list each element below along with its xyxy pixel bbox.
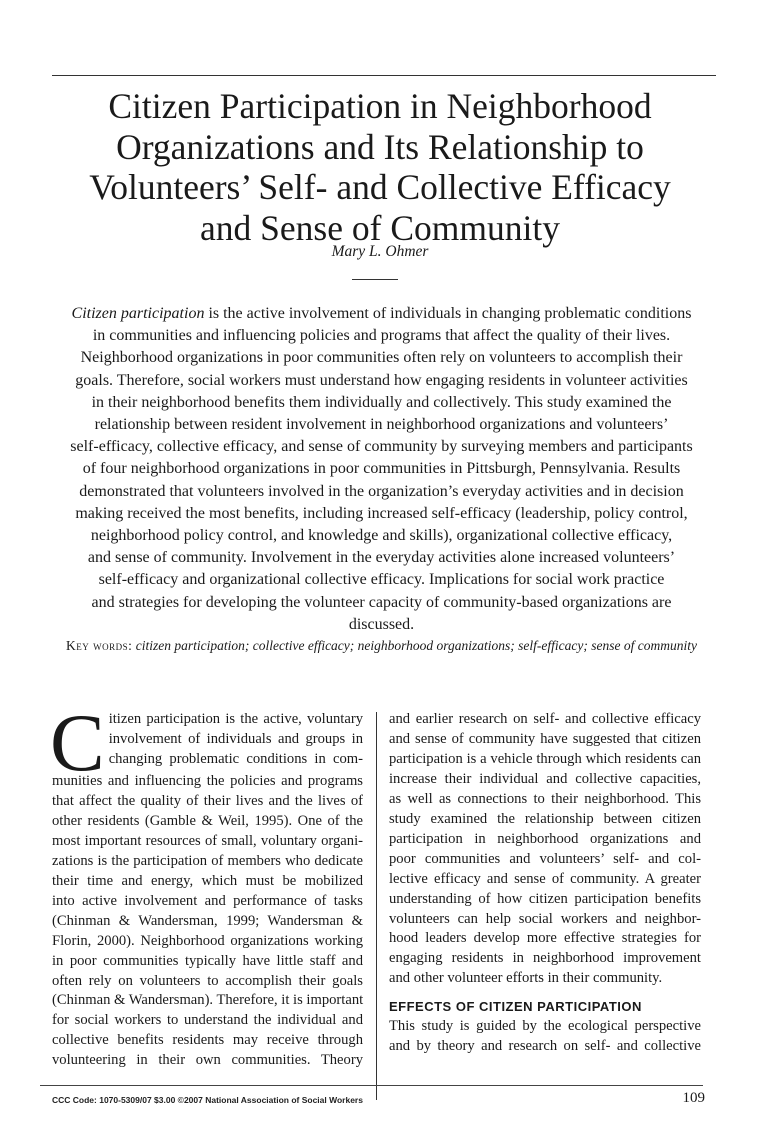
- body-line: often rely on volunteers to accomplish their goals: [52, 972, 363, 989]
- abstract-line: of four neighborhood organizations in poor communities in Pittsburgh, Pennsylvania. Results: [82, 460, 681, 478]
- top-rule: [52, 75, 716, 76]
- body-line: and by theory and research on self- and collective: [389, 1038, 701, 1055]
- body-line: volunteering in their own communities. Theory: [52, 1052, 363, 1069]
- abstract-line-rest: is the active involvement of individuals in changing problematic conditions: [204, 305, 692, 322]
- keywords: [20, 638, 743, 654]
- body-line: and earlier research on self- and collective efficacy: [389, 711, 701, 727]
- body-line: increase their individual and collective capacities,: [389, 770, 701, 787]
- body-line: poor communities and volunteers’ self- and col-: [389, 850, 701, 867]
- body-line: hood leaders develop more effective strategies for: [389, 930, 701, 947]
- body-line: changing problematic conditions in com-: [108, 750, 363, 767]
- body-line: itizen participation is the active, voluntary: [108, 711, 363, 727]
- body-line: in poor communities typically have little staff and: [52, 952, 363, 969]
- body-line: volunteers can help social workers and neighbor-: [389, 910, 701, 927]
- body-line: munities and influencing the policies and programs: [52, 773, 363, 789]
- body-line: study examined the relationship between citizen: [389, 810, 701, 827]
- body-line: into active involvement and performance of tasks: [52, 892, 363, 909]
- abstract: [20, 303, 743, 636]
- abstract-line: in their neighborhood benefits them individually and collectively. This study examined the: [91, 393, 672, 411]
- page-number: 109: [682, 1090, 705, 1106]
- body-line: involvement of individuals and groups in: [108, 730, 363, 747]
- abstract-line: making received the most benefits, including increased self-efficacy (leadership, policy control,: [75, 504, 688, 522]
- body-line: as well as connections to their neighborhood. This: [389, 790, 701, 807]
- article-title: [40, 86, 720, 248]
- body-line: (Chinman & Wandersman). Therefore, it is important: [52, 992, 364, 1009]
- author-divider: [352, 279, 398, 280]
- left-column: [50, 697, 364, 1071]
- body-line: (Chinman & Wandersman, 1999; Wandersman &: [52, 912, 363, 929]
- body-line: most important resources of small, voluntary organi-: [52, 832, 363, 849]
- abstract-lead-term: Citizen participation: [71, 305, 205, 322]
- body-line: lective efficacy and sense of community. A greater: [389, 870, 701, 887]
- abstract-line: and sense of community. Involvement in the everyday activities alone increased volunteers’: [87, 549, 676, 567]
- abstract-line: relationship between resident involvement in neighborhood organizations and volunteers’: [94, 416, 669, 434]
- abstract-line: demonstrated that volunteers involved in the organization’s everyday activities and in decision: [79, 482, 684, 500]
- abstract-line: goals. Therefore, social workers must understand how engaging residents in volunteer activities: [75, 371, 688, 389]
- abstract-line: Neighborhood organizations in poor communities often rely on volunteers to accomplish their: [80, 349, 683, 367]
- body-line: collective benefits residents may receive through: [52, 1032, 363, 1049]
- section-heading: EFFECTS OF CITIZEN PARTICIPATION: [389, 999, 642, 1015]
- drop-cap: C: [50, 697, 105, 788]
- abstract-line: and strategies for developing the volunteer capacity of community-based organizations are: [91, 593, 672, 611]
- body-line: This study is guided by the ecological perspective: [389, 1018, 701, 1035]
- keywords-label: Key words:: [66, 638, 133, 653]
- copyright-code: CCC Code: 1070-5309/07 $3.00 ©2007 National Association of Social Workers: [52, 1095, 363, 1105]
- abstract-line: self-efficacy and organizational collective efficacy. Implications for social work practice: [98, 571, 665, 589]
- abstract-line: [20, 303, 743, 325]
- abstract-line: discussed.: [348, 615, 415, 633]
- body-line: understanding of how citizen participation benefits: [389, 890, 701, 907]
- body-line: and other volunteer efforts in their community.: [389, 970, 663, 987]
- right-column: [389, 710, 701, 1057]
- abstract-line: self-efficacy, collective efficacy, and sense of community by surveying members and participants: [70, 438, 693, 456]
- column-divider: [376, 712, 377, 1100]
- body-line: engaging residents in neighborhood improvement: [389, 950, 701, 967]
- body-line: participation is a vehicle through which residents can: [389, 750, 701, 767]
- keywords-list: citizen participation; collective efficacy; neighborhood organizations; self-efficacy; sense of community: [135, 638, 697, 653]
- body-line: and sense of community have suggested that citizen: [389, 730, 701, 747]
- title-line: Volunteers’ Self- and Collective Efficacy: [89, 167, 671, 207]
- footer-rule: [40, 1085, 703, 1086]
- body-line: their time and energy, which must be mobilized: [52, 872, 363, 889]
- body-line: other residents (Gamble & Weil, 1995). One of the: [52, 812, 363, 829]
- title-line: Organizations and Its Relationship to: [116, 126, 644, 167]
- abstract-line: in communities and influencing policies and programs that affect the quality of their lives.: [92, 327, 671, 345]
- body-line: zations is the participation of members who dedicate: [52, 852, 363, 869]
- author-name: Mary L. Ohmer: [331, 243, 429, 260]
- title-line: and Sense of Community: [200, 207, 560, 248]
- body-line: Florin, 2000). Neighborhood organizations working: [52, 932, 363, 949]
- abstract-line: neighborhood policy control, and knowledge and skills), organizational collective efficacy,: [90, 527, 673, 545]
- body-line: that affect the quality of their lives and the lives of: [52, 792, 363, 809]
- body-line: for social workers to understand the individual and: [52, 1012, 363, 1029]
- title-line: Citizen Participation in Neighborhood: [108, 86, 652, 126]
- body-line: participation in neighborhood organizations and: [389, 830, 701, 847]
